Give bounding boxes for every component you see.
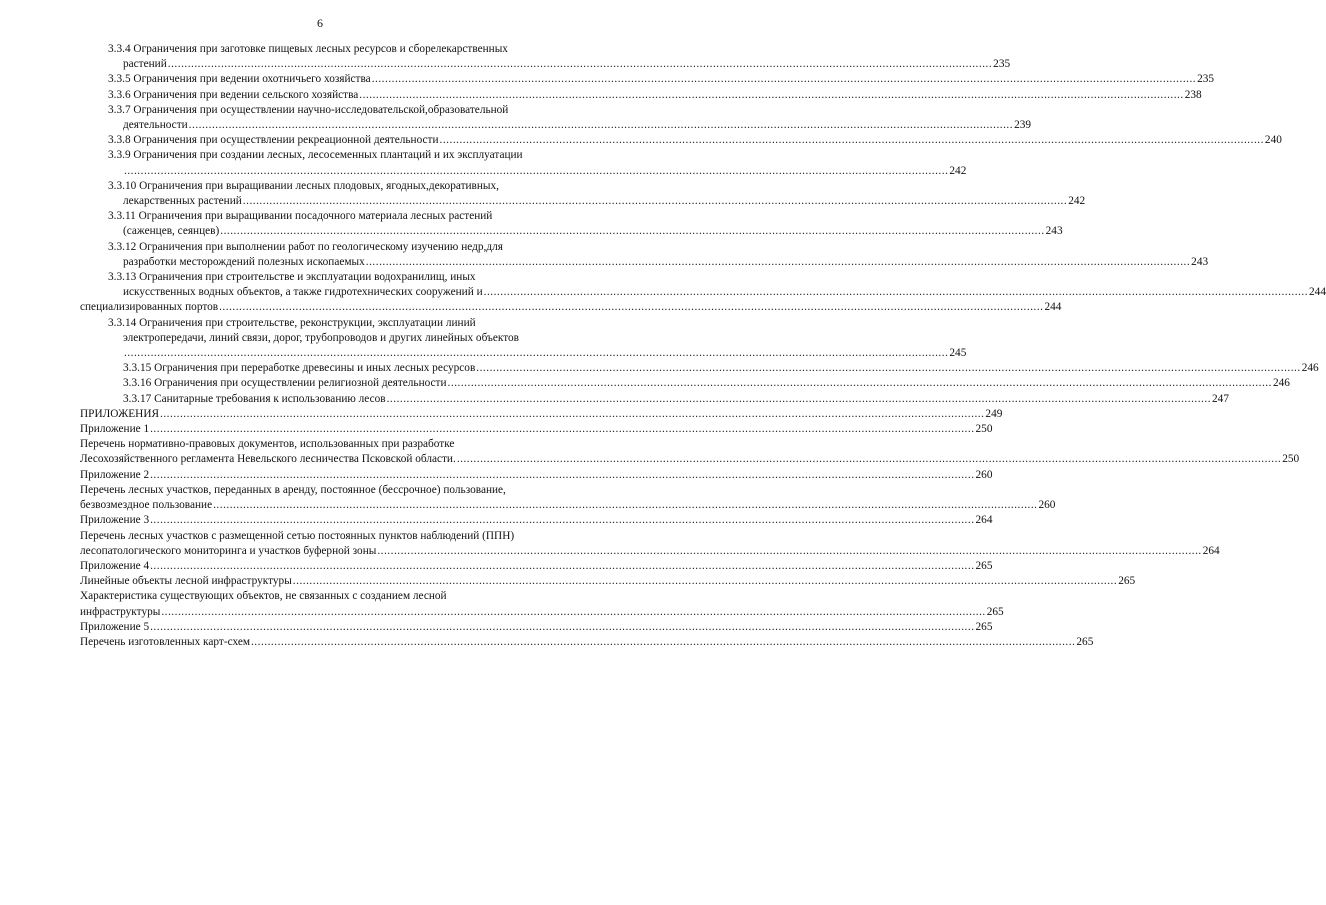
toc-page-number: 265 (975, 559, 993, 572)
toc-entry[interactable] (80, 437, 1300, 467)
toc-entry[interactable] (80, 589, 1004, 619)
toc-entry[interactable] (80, 209, 1063, 239)
toc-entry-title: электропередачи, линий связи, дорог, трубопроводов и других линейных объектов (123, 331, 520, 344)
toc-entry-title: 3.3.15 Ограничения при переработке древесины и иных лесных ресурсов (123, 362, 476, 375)
toc-page-number: 243 (1045, 225, 1063, 238)
toc-entry[interactable] (80, 529, 1220, 559)
toc-entry-title: растений (123, 58, 167, 71)
toc-entry[interactable] (80, 361, 1319, 376)
toc-entry-title: инфраструктуры (80, 605, 161, 618)
toc-entry[interactable] (80, 392, 1229, 407)
toc-entry-title: 3.3.14 Ограничения при строительстве, реконструкции, эксплуатации линий (108, 316, 476, 329)
toc-entry-title: 3.3.11 Ограничения при выращивании посадочного материала лесных растений (108, 210, 493, 223)
toc-entry[interactable] (80, 270, 1326, 300)
toc-entry[interactable] (80, 148, 967, 178)
toc-leader-dots (124, 346, 948, 361)
toc-entry-title: Приложение 3 (80, 514, 150, 527)
toc-leader-dots (161, 605, 985, 620)
toc-page-number: 247 (1212, 392, 1229, 405)
toc-entry[interactable] (80, 300, 1062, 315)
toc-leader-dots (448, 376, 1272, 391)
toc-entry-title: специализированных портов (80, 301, 219, 314)
toc-entry-title: 3.3.12 Ограничения при выполнении работ по геологическому изучению недр,для (108, 240, 503, 253)
toc-leader-dots (150, 559, 974, 574)
toc-leader-dots (243, 194, 1067, 209)
toc-entry[interactable] (80, 179, 1086, 209)
toc-entry-title: деятельности (123, 119, 188, 132)
toc-leader-dots (213, 498, 1037, 513)
toc-leader-dots (457, 452, 1281, 467)
toc-entry-title: Перечень нормативно-правовых документов, использованных при разработке (80, 438, 455, 451)
toc-entry-title: лекарственных растений (123, 195, 242, 208)
toc-entry[interactable] (80, 88, 1202, 103)
toc-entry-title: 3.3.7 Ограничения при осуществлении научно-исследовательской,образовательной (108, 103, 509, 116)
toc-leader-dots (440, 133, 1264, 148)
toc-entry-title: Приложение 5 (80, 620, 150, 633)
toc-page-number: 260 (1038, 499, 1056, 512)
toc-page-number: 244 (1309, 286, 1326, 299)
toc-entry[interactable] (80, 422, 993, 437)
toc-entry-title: Перечень лесных участков с размещенной сетью постоянных пунктов наблюдений (ППН) (80, 529, 515, 542)
toc-leader-dots (150, 422, 974, 437)
toc-entry[interactable] (80, 513, 993, 528)
toc-entry-title: (саженцев, сеянцев) (123, 225, 220, 238)
toc-page-number: 260 (975, 468, 993, 481)
toc-entry-title: 3.3.8 Ограничения при осуществлении рекреационной деятельности (108, 134, 439, 147)
toc-entry-title: 3.3.10 Ограничения при выращивании лесных плодовых, ягодных,декоративных, (108, 179, 499, 192)
toc-entry[interactable] (80, 620, 993, 635)
toc-entry-title: Линейные объекты лесной инфраструктуры (80, 575, 292, 588)
toc-entry-title: разработки месторождений полезных ископаемых (123, 255, 365, 268)
toc-leader-dots (160, 407, 984, 422)
table-of-contents (80, 42, 1326, 650)
toc-entry-title: Приложение 1 (80, 423, 150, 436)
toc-page-number: 249 (985, 407, 1003, 420)
toc-page-number: 265 (986, 605, 1004, 618)
toc-leader-dots (150, 513, 974, 528)
toc-entry-title: 3.3.5 Ограничения при ведении охотничьего хозяйства (108, 73, 371, 86)
toc-page-number: 243 (1191, 255, 1209, 268)
toc-page-number: 246 (1301, 362, 1319, 375)
toc-entry-title: Приложение 4 (80, 559, 150, 572)
toc-leader-dots (372, 72, 1196, 87)
toc-leader-dots (366, 255, 1190, 270)
toc-leader-dots (359, 88, 1183, 103)
toc-entry-title: Перечень лесных участков, переданных в аренду, постоянное (бессрочное) пользование, (80, 483, 506, 496)
toc-entry[interactable] (80, 240, 1209, 270)
toc-entry-title: Перечень изготовленных карт-схем (80, 635, 250, 648)
toc-leader-dots (251, 635, 1075, 650)
toc-entry-title: 3.3.4 Ограничения при заготовке пищевых лесных ресурсов и сборелекарственных (108, 43, 508, 55)
toc-leader-dots (150, 620, 974, 635)
toc-page-number: 242 (949, 164, 967, 177)
page-number: 6 (317, 16, 323, 30)
toc-entry-title: ПРИЛОЖЕНИЯ (80, 407, 160, 420)
toc-entry-title: лесопатологического мониторинга и участков буферной зоны (80, 544, 377, 557)
toc-page-number: 250 (975, 423, 993, 436)
toc-leader-dots (168, 57, 992, 72)
toc-entry[interactable] (80, 407, 1003, 422)
toc-leader-dots (377, 544, 1201, 559)
toc-page-number: 244 (1044, 301, 1062, 314)
toc-leader-dots (293, 574, 1117, 589)
toc-leader-dots (484, 285, 1308, 300)
toc-leader-dots (387, 392, 1211, 407)
toc-page-number: 250 (1282, 453, 1300, 466)
toc-page-number: 264 (1202, 544, 1220, 557)
toc-leader-dots (124, 164, 948, 179)
toc-entry[interactable] (80, 42, 1011, 72)
toc-leader-dots (220, 224, 1044, 239)
toc-entry[interactable] (80, 483, 1056, 513)
toc-entry[interactable] (80, 376, 1290, 391)
toc-entry[interactable] (80, 133, 1282, 148)
toc-page-number: 264 (975, 514, 993, 527)
toc-entry[interactable] (80, 574, 1136, 589)
toc-page-number: 265 (975, 620, 993, 633)
toc-page-number: 242 (1068, 195, 1086, 208)
toc-entry-title: 3.3.17 Санитарные требования к использованию лесов (123, 392, 386, 405)
toc-leader-dots (189, 118, 1013, 133)
toc-entry-title: 3.3.16 Ограничения при осуществлении религиозной деятельности (123, 377, 447, 390)
toc-entry-title: искусственных водных объектов, а также гидротехнических сооружений и (123, 286, 483, 299)
toc-page-number: 240 (1264, 134, 1282, 147)
toc-leader-dots (476, 361, 1300, 376)
toc-entry[interactable] (80, 316, 967, 362)
toc-page-number: 235 (1197, 73, 1215, 86)
toc-entry[interactable] (80, 103, 1032, 133)
toc-entry[interactable] (80, 468, 993, 483)
toc-entry-title: Лесохозяйственного регламента Невельского лесничества Псковской области. (80, 453, 456, 466)
toc-page-number: 245 (949, 347, 967, 360)
toc-entry[interactable] (80, 72, 1215, 87)
toc-entry-title: Характеристика существующих объектов, не связанных с созданием лесной (80, 590, 447, 603)
toc-page-number: 265 (1118, 575, 1136, 588)
toc-entry-title: 3.3.9 Ограничения при создании лесных, лесосеменных плантаций и их эксплуатации (108, 149, 523, 162)
toc-page-number: 246 (1272, 377, 1290, 390)
toc-page-number: 238 (1184, 88, 1202, 101)
toc-leader-dots (219, 300, 1043, 315)
toc-entry-title: безвозмездное пользование (80, 499, 213, 512)
toc-entry-title: 3.3.13 Ограничения при строительстве и эксплуатации водохранилищ, иных (108, 271, 476, 284)
toc-page-number: 239 (1014, 119, 1032, 132)
toc-page-number: 235 (993, 58, 1011, 71)
toc-page-number: 265 (1076, 635, 1094, 648)
toc-entry-title: Приложение 2 (80, 468, 150, 481)
toc-leader-dots (150, 468, 974, 483)
toc-entry-title: 3.3.6 Ограничения при ведении сельского хозяйства (108, 88, 359, 101)
toc-entry[interactable] (80, 559, 993, 574)
toc-entry[interactable] (80, 635, 1094, 650)
